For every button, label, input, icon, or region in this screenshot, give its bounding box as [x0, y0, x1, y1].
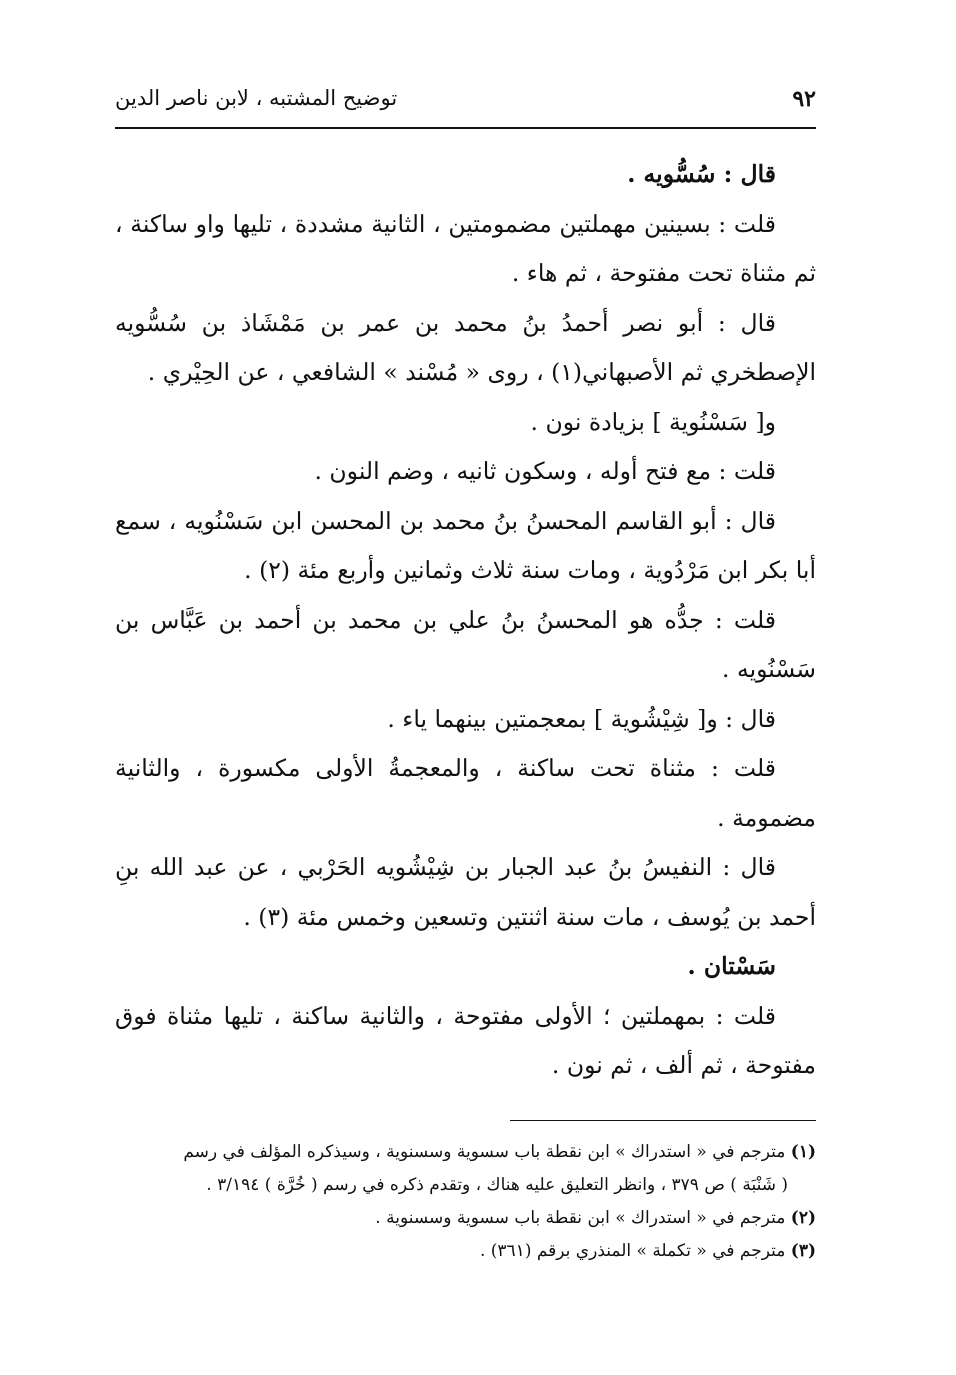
footnote-3 [115, 1235, 816, 1268]
running-title: توضيح المشتبه ، لابن ناصر الدين [115, 86, 398, 110]
header-rule [115, 127, 816, 129]
footnote-2 [115, 1202, 816, 1235]
paragraph-1: قال : سُسُّويه . [627, 160, 776, 188]
entry-heading: سَسْتان . [687, 952, 776, 980]
paragraph-3: قال : أبو نصر أحمدُ بنُ محمد بن عمر بن مَمْشَاذ بن سُسُّويه الإصطخري ثم الأصبهاني(١) ، روى « مُسْند » الشافعي ، عن الحِيْري . [115, 308, 816, 386]
paragraph-9: قلت : مثناة تحت ساكنة ، والمعجمةُ الأولى مكسورة ، والثانية مضمومة . [115, 754, 816, 832]
footnote-text: مترجم في « استدراك » ابن نقطة باب سسوية وسسنوية . [375, 1208, 786, 1228]
paragraph-8: قال : و[ شِيْشُوية ] بمعجمتين بينهما ياء . [387, 704, 776, 733]
footnote-1-continuation: ( شَنْبَة ) ص ٣٧٩ ، وانظر التعليق عليه هناك ، وتقدم ذكره في رسم ( خُرَّة ) ٣/١٩٤ . [206, 1175, 788, 1195]
main-text [115, 150, 816, 1091]
paragraph-10: قال : النفيسُ بنُ عبد الجبار بن شِيْشُويه الحَرْبي ، عن عبد الله بنِ أحمد بن يُوسف ، مات سنة اثنتين وتسعين وخمس مئة (٣) . [115, 853, 816, 931]
paragraph-6: قال : أبو القاسم المحسنُ بنُ محمد بن المحسن ابن سَسْنُويه ، سمع أبا بكر ابن مَرْدُوية ، ومات سنة ثلاث وثمانين وأربع مئة (٢) . [115, 506, 816, 584]
footnote-number: (٢) [790, 1208, 816, 1228]
footnotes [115, 1136, 816, 1268]
footnote-rule [510, 1120, 816, 1121]
page-header [115, 82, 816, 128]
footnote-text: مترجم في « استدراك » ابن نقطة باب سسوية وسسنوية ، وسيذكره المؤلف في رسم [183, 1142, 786, 1162]
paragraph-5: قلت : مع فتح أوله ، وسكون ثانيه ، وضم النون . [314, 457, 776, 485]
footnote-number: (١) [790, 1142, 816, 1162]
footnote-text: مترجم في « تكملة » المنذري برقم (٣٦١) . [479, 1241, 786, 1261]
footnote-number: (٣) [790, 1241, 816, 1261]
paragraph-2: قلت : بسينين مهملتين مضمومتين ، الثانية مشددة ، تليها واو ساكنة ، ثم مثناة تحت مفتوحة ، ثم هاء . [115, 209, 816, 287]
paragraph-12: قلت : بمهملتين ؛ الأولى مفتوحة ، والثانية ساكنة ، تليها مثناة فوق مفتوحة ، ثم ألف ، ثم نون . [115, 1001, 816, 1079]
page-number: ٩٢ [792, 86, 816, 112]
footnote-1 [115, 1136, 816, 1169]
paragraph-7: قلت : جدُّه هو المحسنُ بنُ علي بن محمد بن أحمد بن عَبَّاس بن سَسْنُويه . [115, 605, 816, 683]
paragraph-4: و[ سَسْنُوية ] بزيادة نون . [530, 407, 776, 436]
